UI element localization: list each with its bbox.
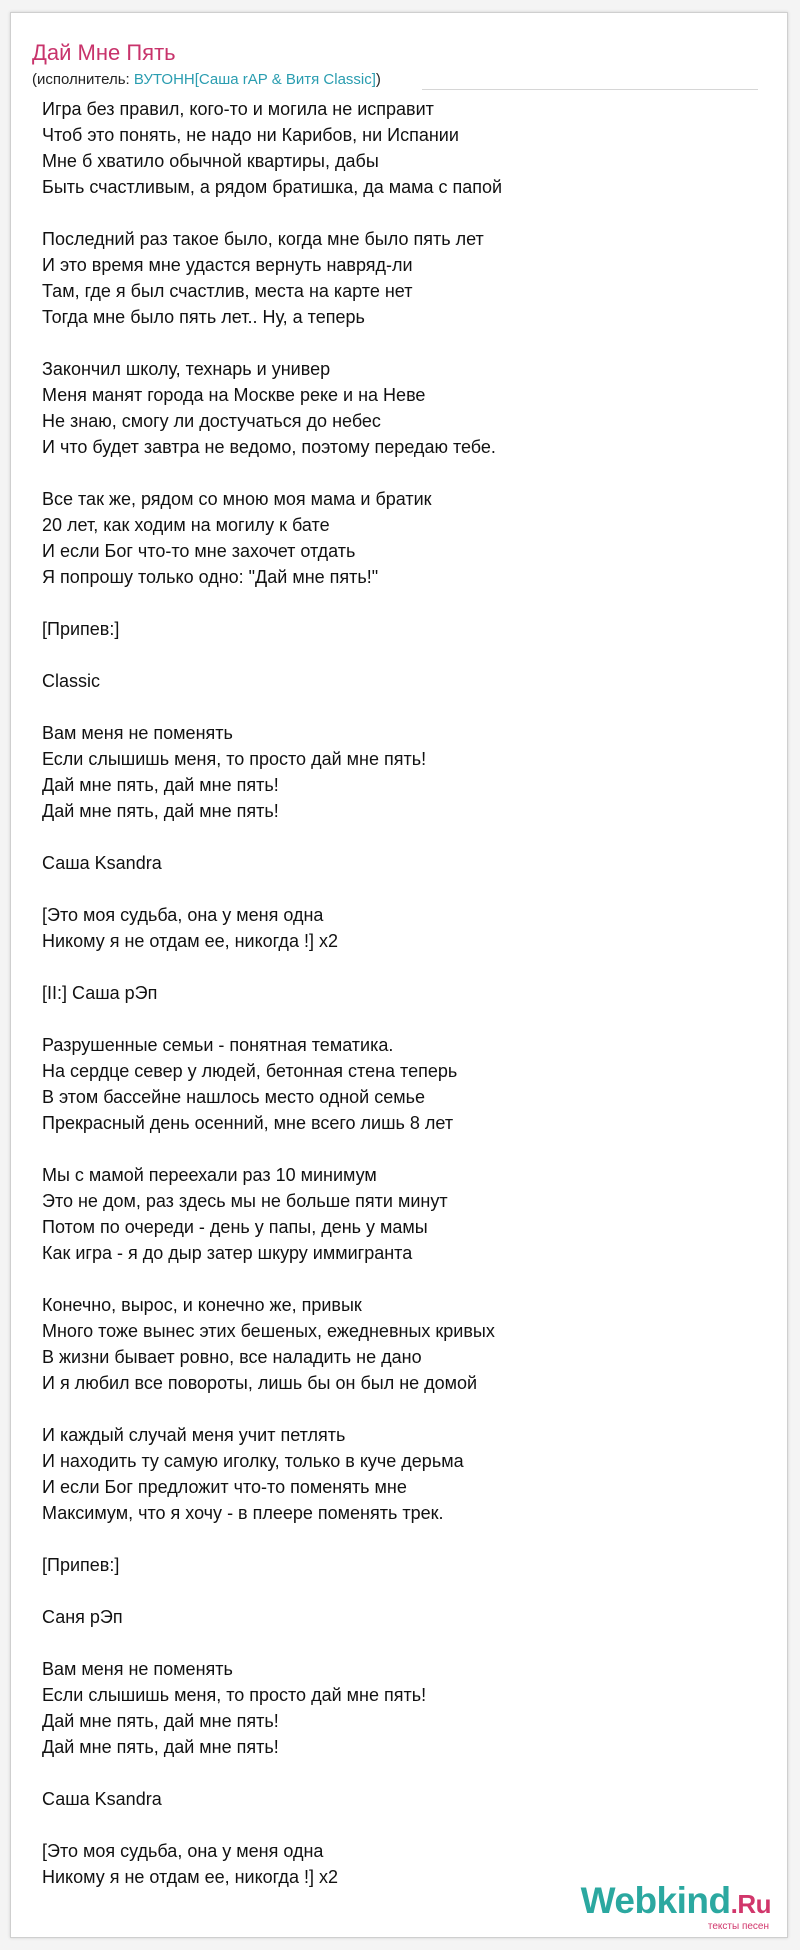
lyrics-stanza [42,1292,762,1396]
stanza-gap [42,694,762,720]
stanza-gap [42,824,762,850]
lyrics-line: Быть счастливым, а рядом братишка, да мама с папой [42,177,503,197]
lyrics-line: И если Бог что-то мне захочет отдать [42,541,356,561]
lyrics-line: Потом по очереди - день у папы, день у мамы [42,1217,428,1237]
lyrics-line: И я любил все повороты, лишь бы он был не домой [42,1373,478,1393]
lyrics-line: [Это моя судьба, она у меня одна [42,1841,324,1861]
song-title: Дай Мне Пять [32,40,176,65]
lyrics-stanza [42,356,762,460]
lyrics-line: И если Бог предложит что-то поменять мне [42,1477,407,1497]
lyrics-stanza [42,96,762,200]
stanza-gap [42,954,762,980]
stanza-gap [42,1266,762,1292]
lyrics-line: И каждый случай меня учит петлять [42,1425,346,1445]
artist-prefix: (исполнитель: [32,71,134,88]
lyrics-stanza [42,1552,762,1578]
lyrics-body [42,96,762,1890]
lyrics-line: Саня рЭп [42,1607,123,1627]
lyrics-stanza [42,850,762,876]
lyrics-line: И это время мне удастся вернуть навряд-ли [42,255,413,275]
lyrics-stanza [42,980,762,1006]
lyrics-line: Максимум, что я хочу - в плеере поменять трек. [42,1503,444,1523]
lyrics-line: Если слышишь меня, то просто дай мне пять! [42,749,427,769]
stanza-gap [42,1630,762,1656]
stanza-gap [42,1760,762,1786]
lyrics-line: Последний раз такое было, когда мне было пять лет [42,229,484,249]
lyrics-line: Меня манят города на Москве реке и на Неве [42,385,426,405]
stanza-gap [42,1136,762,1162]
lyrics-stanza [42,616,762,642]
site-logo[interactable] [581,1882,771,1932]
stanza-gap [42,460,762,486]
lyrics-line: Саша Ksandra [42,853,162,873]
lyrics-stanza [42,1604,762,1630]
lyrics-line: [Это моя судьба, она у меня одна [42,905,324,925]
lyrics-line: Как игра - я до дыр затер шкуру иммигранта [42,1243,413,1263]
lyrics-line: Саша Ksandra [42,1789,162,1809]
divider [422,89,758,90]
lyrics-line: Мы с мамой переехали раз 10 минимум [42,1165,377,1185]
lyrics-line: Игра без правил, кого-то и могила не исправит [42,99,434,119]
lyrics-line: И находить ту самую иголку, только в куче дерьма [42,1451,464,1471]
logo-tld: .Ru [730,1889,771,1919]
lyrics-line: Конечно, вырос, и конечно же, привык [42,1295,362,1315]
lyrics-stanza [42,1422,762,1526]
lyrics-line: Там, где я был счастлив, места на карте нет [42,281,413,301]
lyrics-stanza [42,1786,762,1812]
logo-tagline: тексты песен [707,1921,769,1932]
lyrics-line: Дай мне пять, дай мне пять! [42,1711,279,1731]
lyrics-line: Дай мне пять, дай мне пять! [42,1737,279,1757]
lyrics-line: Если слышишь меня, то просто дай мне пять! [42,1685,427,1705]
stanza-gap [42,1812,762,1838]
stanza-gap [42,590,762,616]
lyrics-line: И что будет завтра не ведомо, поэтому передаю тебе. [42,437,496,457]
logo-wordmark [581,1882,771,1923]
lyrics-line: Никому я не отдам ее, никогда !] x2 [42,1867,338,1887]
lyrics-stanza [42,1032,762,1136]
lyrics-stanza [42,1162,762,1266]
lyrics-line: В этом бассейне нашлось место одной семье [42,1087,425,1107]
lyrics-line: [II:] Саша рЭп [42,983,158,1003]
lyrics-line: Classic [42,671,101,691]
stanza-gap [42,200,762,226]
lyrics-line: Чтоб это понять, не надо ни Карибов, ни Испании [42,125,459,145]
stanza-gap [42,642,762,668]
lyrics-line: Это не дом, раз здесь мы не больше пяти минут [42,1191,448,1211]
lyrics-line: Прекрасный день осенний, мне всего лишь 8 лет [42,1113,454,1133]
stanza-gap [42,1396,762,1422]
lyrics-stanza [42,902,762,954]
stanza-gap [42,1526,762,1552]
lyrics-line: Все так же, рядом со мною моя мама и братик [42,489,432,509]
lyrics-stanza [42,1656,762,1760]
lyrics-line: В жизни бывает ровно, все наладить не дано [42,1347,422,1367]
lyrics-stanza [42,720,762,824]
lyrics-line: Много тоже вынес этих бешеных, ежедневных кривых [42,1321,495,1341]
lyrics-line: Вам меня не поменять [42,1659,233,1679]
lyrics-line: Дай мне пять, дай мне пять! [42,775,279,795]
lyrics-line: Вам меня не поменять [42,723,233,743]
stanza-gap [42,1006,762,1032]
stanza-gap [42,876,762,902]
artist-link[interactable]: ВУТОНН[Саша rAP & Витя Classic] [133,71,376,88]
lyrics-line: Мне б хватило обычной квартиры, дабы [42,151,379,171]
artist-line [32,71,381,89]
lyrics-line: Я попрошу только одно: "Дай мне пять!" [42,567,379,587]
lyrics-line: Тогда мне было пять лет.. Ну, а теперь [42,307,365,327]
stanza-gap [42,1578,762,1604]
lyrics-stanza [42,226,762,330]
lyrics-line: На сердце север у людей, бетонная стена теперь [42,1061,458,1081]
lyrics-line: Никому я не отдам ее, никогда !] x2 [42,931,338,951]
logo-name: Webkind [580,1880,731,1921]
lyrics-line: Закончил школу, технарь и универ [42,359,331,379]
lyrics-line: Не знаю, смогу ли достучаться до небес [42,411,381,431]
lyrics-line: 20 лет, как ходим на могилу к бате [42,515,330,535]
stanza-gap [42,330,762,356]
lyrics-line: [Припев:] [42,1555,120,1575]
lyrics-line: Дай мне пять, дай мне пять! [42,801,279,821]
lyrics-line: [Припев:] [42,619,120,639]
lyrics-stanza [42,486,762,590]
lyrics-stanza [42,668,762,694]
lyrics-line: Разрушенные семьи - понятная тематика. [42,1035,394,1055]
artist-suffix: ) [375,71,381,88]
